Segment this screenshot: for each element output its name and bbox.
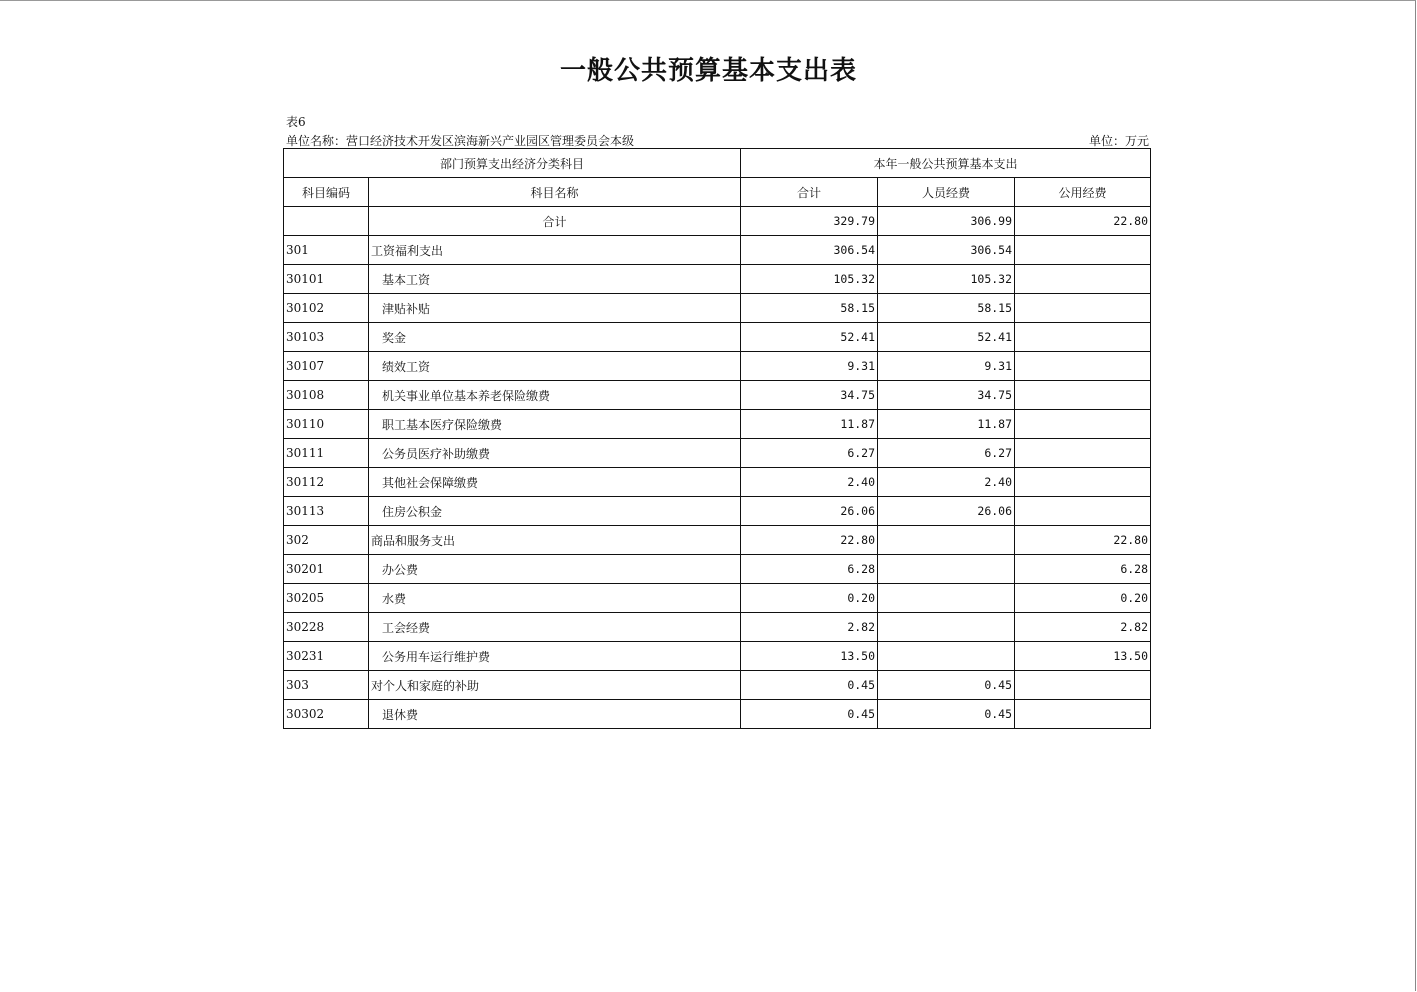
row-personnel: 6.27 <box>878 439 1015 468</box>
total-personnel: 306.99 <box>878 207 1015 236</box>
row-total: 6.28 <box>741 555 878 584</box>
budget-table <box>283 148 1151 729</box>
row-name: 基本工资 <box>369 265 741 294</box>
row-personnel: 52.41 <box>878 323 1015 352</box>
row-code: 30201 <box>284 555 369 584</box>
table-number: 表6 <box>286 115 306 129</box>
row-personnel: 0.45 <box>878 671 1015 700</box>
row-total: 9.31 <box>741 352 878 381</box>
row-public <box>1015 671 1151 700</box>
total-total: 329.79 <box>741 207 878 236</box>
row-public <box>1015 265 1151 294</box>
row-code: 30107 <box>284 352 369 381</box>
row-total: 52.41 <box>741 323 878 352</box>
row-name: 商品和服务支出 <box>369 526 741 555</box>
row-name: 公务用车运行维护费 <box>369 642 741 671</box>
row-name: 工会经费 <box>369 613 741 642</box>
row-code: 30111 <box>284 439 369 468</box>
row-name: 公务员医疗补助缴费 <box>369 439 741 468</box>
row-total: 0.45 <box>741 700 878 729</box>
unit-measure: 单位：万元 <box>1088 134 1149 148</box>
table-row <box>284 381 1151 410</box>
row-public <box>1015 497 1151 526</box>
row-total: 0.20 <box>741 584 878 613</box>
table-row <box>284 236 1151 265</box>
table-row <box>284 497 1151 526</box>
row-public: 6.28 <box>1015 555 1151 584</box>
table-row <box>284 526 1151 555</box>
total-row <box>284 207 1151 236</box>
row-name: 水费 <box>369 584 741 613</box>
row-personnel <box>878 555 1015 584</box>
row-total: 306.54 <box>741 236 878 265</box>
row-total: 26.06 <box>741 497 878 526</box>
row-name: 办公费 <box>369 555 741 584</box>
table-row <box>284 642 1151 671</box>
row-name: 奖金 <box>369 323 741 352</box>
row-total: 105.32 <box>741 265 878 294</box>
row-personnel: 11.87 <box>878 410 1015 439</box>
row-total: 2.82 <box>741 613 878 642</box>
row-code: 30103 <box>284 323 369 352</box>
row-total: 34.75 <box>741 381 878 410</box>
unit-name: 单位名称：营口经济技术开发区滨海新兴产业园区管理委员会本级 <box>286 134 635 148</box>
row-personnel: 105.32 <box>878 265 1015 294</box>
table-row <box>284 323 1151 352</box>
table-row <box>284 468 1151 497</box>
header-column-row <box>284 178 1151 207</box>
header-total: 合计 <box>741 178 878 207</box>
row-personnel: 0.45 <box>878 700 1015 729</box>
row-public: 0.20 <box>1015 584 1151 613</box>
row-name: 绩效工资 <box>369 352 741 381</box>
table-row <box>284 613 1151 642</box>
row-code: 30102 <box>284 294 369 323</box>
header-code: 科目编码 <box>284 178 369 207</box>
row-name: 退休费 <box>369 700 741 729</box>
row-personnel <box>878 642 1015 671</box>
row-name: 工资福利支出 <box>369 236 741 265</box>
row-total: 13.50 <box>741 642 878 671</box>
table-row <box>284 671 1151 700</box>
table-row <box>284 555 1151 584</box>
table-row <box>284 352 1151 381</box>
row-personnel <box>878 526 1015 555</box>
table-row <box>284 294 1151 323</box>
header-group-left: 部门预算支出经济分类科目 <box>284 149 741 178</box>
total-public: 22.80 <box>1015 207 1151 236</box>
row-code: 303 <box>284 671 369 700</box>
header-group-row <box>284 149 1151 178</box>
page-title: 一般公共预算基本支出表 <box>559 56 857 86</box>
row-public <box>1015 236 1151 265</box>
row-code: 30231 <box>284 642 369 671</box>
row-public <box>1015 700 1151 729</box>
row-name: 住房公积金 <box>369 497 741 526</box>
header-personnel: 人员经费 <box>878 178 1015 207</box>
table-row <box>284 584 1151 613</box>
row-public <box>1015 468 1151 497</box>
row-personnel <box>878 584 1015 613</box>
table-row <box>284 265 1151 294</box>
row-code: 30113 <box>284 497 369 526</box>
row-name: 津贴补贴 <box>369 294 741 323</box>
header-group-right: 本年一般公共预算基本支出 <box>741 149 1151 178</box>
row-public <box>1015 352 1151 381</box>
row-personnel: 9.31 <box>878 352 1015 381</box>
row-personnel: 2.40 <box>878 468 1015 497</box>
row-total: 58.15 <box>741 294 878 323</box>
table-row <box>284 700 1151 729</box>
row-code: 30112 <box>284 468 369 497</box>
header-name: 科目名称 <box>369 178 741 207</box>
row-public <box>1015 294 1151 323</box>
row-public <box>1015 410 1151 439</box>
row-code: 30110 <box>284 410 369 439</box>
total-code-cell <box>284 207 369 236</box>
row-name: 机关事业单位基本养老保险缴费 <box>369 381 741 410</box>
row-public: 13.50 <box>1015 642 1151 671</box>
header-public: 公用经费 <box>1015 178 1151 207</box>
row-code: 302 <box>284 526 369 555</box>
row-total: 11.87 <box>741 410 878 439</box>
total-label: 合计 <box>369 207 741 236</box>
row-total: 6.27 <box>741 439 878 468</box>
row-code: 30205 <box>284 584 369 613</box>
row-total: 0.45 <box>741 671 878 700</box>
row-public: 2.82 <box>1015 613 1151 642</box>
row-personnel: 26.06 <box>878 497 1015 526</box>
row-total: 22.80 <box>741 526 878 555</box>
table-row <box>284 439 1151 468</box>
row-name: 对个人和家庭的补助 <box>369 671 741 700</box>
row-personnel: 58.15 <box>878 294 1015 323</box>
row-code: 30108 <box>284 381 369 410</box>
row-name: 其他社会保障缴费 <box>369 468 741 497</box>
row-personnel: 34.75 <box>878 381 1015 410</box>
row-public <box>1015 381 1151 410</box>
row-personnel: 306.54 <box>878 236 1015 265</box>
row-public <box>1015 323 1151 352</box>
row-code: 30101 <box>284 265 369 294</box>
row-name: 职工基本医疗保险缴费 <box>369 410 741 439</box>
row-code: 30228 <box>284 613 369 642</box>
row-code: 30302 <box>284 700 369 729</box>
row-personnel <box>878 613 1015 642</box>
row-public: 22.80 <box>1015 526 1151 555</box>
row-public <box>1015 439 1151 468</box>
table-row <box>284 410 1151 439</box>
row-code: 301 <box>284 236 369 265</box>
row-total: 2.40 <box>741 468 878 497</box>
